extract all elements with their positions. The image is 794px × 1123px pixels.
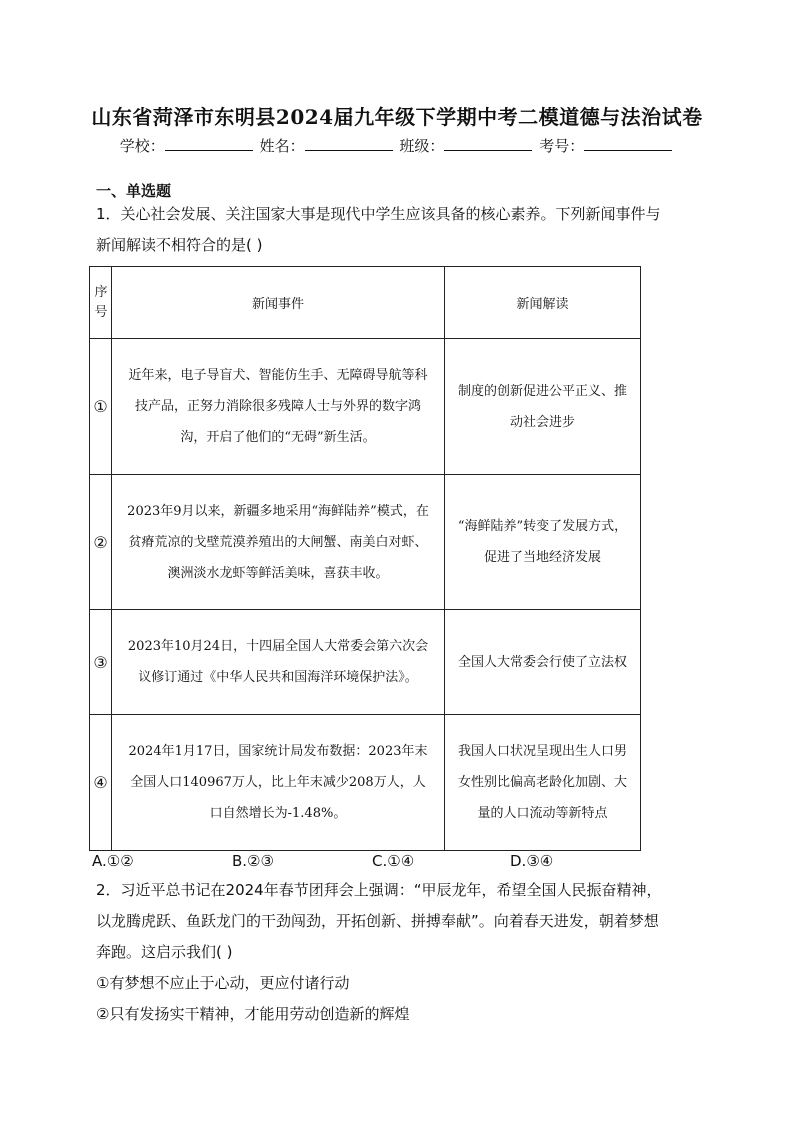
header-interpretation: 新闻解读	[445, 267, 641, 339]
row-number: ②	[90, 475, 112, 610]
row-event: 2024年1月17日，国家统计局发布数据：2023年末全国人口140967万人，比上年末减少208万人，人口自然增长为-1.48%。	[112, 715, 445, 851]
name-label: 姓名：	[259, 137, 305, 155]
news-table	[89, 266, 641, 851]
q2-stem-line3: 奔跑。这启示我们( )	[96, 943, 233, 961]
row-interpretation: 制度的创新促进公平正义、推动社会进步	[445, 339, 641, 475]
table-row	[90, 339, 641, 475]
row-interpretation: 我国人口状况呈现出生人口男女性别比偏高老龄化加剧、大量的人口流动等新特点	[445, 715, 641, 851]
option-c[interactable]: C.①④	[372, 852, 415, 870]
row-number: ③	[90, 610, 112, 715]
q1-stem-line2: 新闻解读不相符合的是( )	[96, 236, 263, 254]
row-interpretation: “海鲜陆养”转变了发展方式，促进了当地经济发展	[445, 475, 641, 610]
name-blank[interactable]	[305, 136, 393, 151]
option-b[interactable]: B.②③	[232, 852, 274, 870]
header-event: 新闻事件	[112, 267, 445, 339]
row-number: ④	[90, 715, 112, 851]
table-row	[90, 475, 641, 610]
row-interpretation: 全国人大常委会行使了立法权	[445, 610, 641, 715]
row-event: 近年来，电子导盲犬、智能仿生手、无障碍导航等科技产品，正努力消除很多残障人士与外界的数字鸿沟，开启了他们的“无碍”新生活。	[112, 339, 445, 475]
table-row	[90, 610, 641, 715]
option-a[interactable]: A.①②	[92, 852, 134, 870]
q2-item: ②只有发扬实干精神，才能用劳动创造新的辉煌	[96, 1005, 410, 1023]
section-heading: 一、单选题	[96, 182, 172, 200]
school-label: 学校：	[119, 137, 165, 155]
row-event: 2023年10月24日，十四届全国人大常委会第六次会议修订通过《中华人民共和国海洋环境保护法》。	[112, 610, 445, 715]
q2-item: ①有梦想不应止于心动，更应付诸行动	[96, 974, 350, 992]
school-blank[interactable]	[165, 136, 253, 151]
table-header-row	[90, 267, 641, 339]
q2-stem-line1: 2．习近平总书记在2024年春节团拜会上强调：“甲辰龙年，希望全国人民振奋精神，	[96, 881, 662, 899]
class-blank[interactable]	[444, 136, 532, 151]
exam-title: 山东省菏泽市东明县2024届九年级下学期中考二模道德与法治试卷	[91, 105, 703, 129]
row-event: 2023年9月以来，新疆多地采用“海鲜陆养”模式，在贫瘠荒凉的戈壁荒漠养殖出的大闸蟹、南美白对虾、澳洲淡水龙虾等鲜活美味，喜获丰收。	[112, 475, 445, 610]
table-row	[90, 715, 641, 851]
q2-stem-line2: 以龙腾虎跃、鱼跃龙门的干劲闯劲，开拓创新、拼搏奉献”。向着春天进发，朝着梦想	[96, 912, 659, 930]
header-no: 序号	[90, 267, 112, 339]
student-info-line	[0, 135, 794, 156]
class-label: 班级：	[399, 137, 445, 155]
row-number: ①	[90, 339, 112, 475]
id-label: 考号：	[539, 137, 585, 155]
id-blank[interactable]	[584, 136, 672, 151]
option-d[interactable]: D.③④	[510, 852, 554, 870]
q1-stem-line1: 1．关心社会发展、关注国家大事是现代中学生应该具备的核心素养。下列新闻事件与	[96, 205, 661, 223]
